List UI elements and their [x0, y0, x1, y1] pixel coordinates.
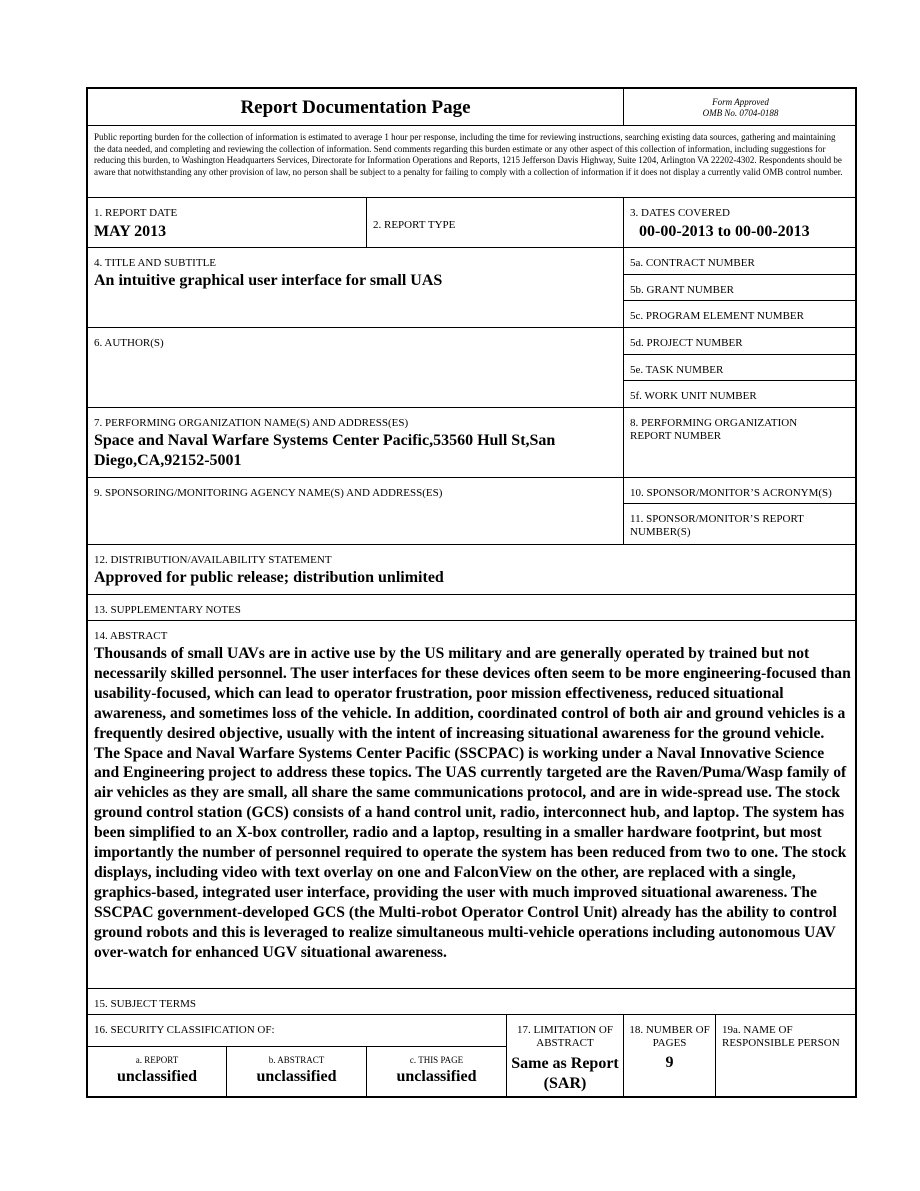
title-subtitle-label: 4. TITLE AND SUBTITLE	[94, 257, 217, 269]
pages-value: 9	[665, 1054, 674, 1071]
title-subtitle-cell	[94, 257, 614, 291]
responsible-person-label: 19a. NAME OF RESPONSIBLE PERSON	[722, 1024, 840, 1049]
page-class-value: unclassified	[396, 1068, 477, 1085]
report-date-cell	[94, 207, 364, 242]
abstract-class-label: b. ABSTRACT	[268, 1055, 325, 1065]
pages-label: 18. NUMBER OF PAGES	[629, 1024, 710, 1049]
sponsor-report-number-label: 11. SPONSOR/MONITOR’S REPORT NUMBER(S)	[630, 513, 804, 538]
report-class-cell	[88, 1055, 226, 1087]
performing-org-cell	[94, 417, 614, 471]
omb-number: OMB No. 0704-0188	[702, 108, 779, 118]
report-date-value: MAY 2013	[94, 223, 167, 240]
report-class-value: unclassified	[116, 1068, 197, 1085]
distribution-value: Approved for public release; distribution unlimited	[94, 569, 444, 586]
sponsor-acronym-label: 10. SPONSOR/MONITOR’S ACRONYM(S)	[630, 487, 832, 499]
grant-number-label: 5b. GRANT NUMBER	[630, 284, 735, 296]
contract-number-label: 5a. CONTRACT NUMBER	[630, 257, 755, 269]
authors-label: 6. AUTHOR(S)	[94, 337, 164, 349]
dates-covered-value: 00-00-2013 to 00-00-2013	[639, 223, 810, 240]
project-number-label: 5d. PROJECT NUMBER	[630, 337, 743, 349]
form-approved-label: Form Approved	[712, 97, 769, 107]
task-number-label: 5e. TASK NUMBER	[630, 364, 724, 376]
dates-covered-cell	[630, 207, 855, 242]
subject-terms-label: 15. SUBJECT TERMS	[94, 998, 196, 1010]
performing-org-label: 7. PERFORMING ORGANIZATION NAME(S) AND ADDRESS(ES)	[94, 417, 409, 429]
report-type-label: 2. REPORT TYPE	[373, 219, 456, 231]
report-class-label: a. REPORT	[135, 1055, 179, 1065]
omb-block	[624, 97, 857, 119]
page-class-cell	[367, 1055, 506, 1087]
performing-org-value: Space and Naval Warfare Systems Center Pacific,53560 Hull St,San Diego,CA,92152-5001	[94, 432, 556, 469]
abstract-text: Thousands of small UAVs are in active use by the US military and are generally operated by trained but not necessarily skilled personnel. The user interfaces for these devices often seem to be more engineering-focused than usability-focused, which can lead to operator frustration, poor mission effectiveness, reduced situational awareness, and sometimes loss of the vehicle. In addition, coordinated control of both air and ground vehicles is a frequently desired objective, usually with the intent of increasing situational awareness for the ground vehicle. The Space and Naval Warfare Systems Center Pacific (SSCPAC) is working under a Naval Innovative Science and Engineering project to address these topics. The UAS currently targeted are the Raven/Puma/Wasp family of air vehicles as they are small, all share the same communications protocol, and are in wide-spread use. The stock ground control station (GCS) consists of a hand control unit, radio, interconnect hub, and laptop. The system has been simplified to an X-box controller, radio and a laptop, resulting in a smaller hardware footprint, but most importantly the number of personnel required to operate the system has been reduced from two to one. The stock displays, including video with text overlay on one and FalconView on the other, are replaced with a single, graphics-based, integrated user interface, providing the user with much improved situational awareness. The SSCPAC government-developed GCS (the Multi-robot Operator Control Unit) already has the ability to control ground robots and this is leveraged to realize simultaneous multi-vehicle operations including autonomous UAV over-watch for enhanced UGV situational awareness.	[94, 645, 851, 961]
work-unit-label: 5f. WORK UNIT NUMBER	[630, 390, 757, 402]
burden-statement: Public reporting burden for the collection of information is estimated to average 1 hour per response, including the time for reviewing instructions, searching existing data sources, gathering and maintaining the data needed, and completing and reviewing the collection of information. Send comments regarding this burden estimate or any other aspect of this collection of information, including suggestions for reducing this burden, to Washington Headquarters Services, Directorate for Information Operations and Reports, 1215 Jefferson Davis Highway, Suite 1204, Arlington VA 22202-4302. Respondents should be aware that notwithstanding any other provision of law, no person shall be subject to a penalty for failing to comply with a collection of information if it does not display a currently valid OMB control number.	[94, 132, 843, 177]
abstract-class-value: unclassified	[256, 1068, 337, 1085]
abstract-label: 14. ABSTRACT	[94, 630, 168, 642]
report-date-label: 1. REPORT DATE	[94, 207, 178, 219]
performing-report-number-label: 8. PERFORMING ORGANIZATION REPORT NUMBER	[630, 417, 798, 442]
limitation-cell	[507, 1024, 623, 1094]
abstract-cell	[94, 630, 852, 963]
sponsoring-agency-label: 9. SPONSORING/MONITORING AGENCY NAME(S) AND ADDRESS(ES)	[94, 487, 443, 499]
abstract-class-cell	[227, 1055, 366, 1087]
page-class-label: c. THIS PAGE	[409, 1055, 464, 1065]
program-element-label: 5c. PROGRAM ELEMENT NUMBER	[630, 310, 804, 322]
dates-covered-label: 3. DATES COVERED	[630, 207, 730, 219]
security-classification-label: 16. SECURITY CLASSIFICATION OF:	[94, 1024, 275, 1036]
limitation-label: 17. LIMITATION OF ABSTRACT	[517, 1024, 613, 1049]
title-subtitle-value: An intuitive graphical user interface for small UAS	[94, 272, 443, 289]
supplementary-notes-label: 13. SUPPLEMENTARY NOTES	[94, 604, 241, 616]
limitation-value: Same as Report (SAR)	[511, 1055, 619, 1092]
pages-cell	[624, 1024, 715, 1073]
page-title: Report Documentation Page	[240, 97, 471, 118]
report-documentation-form	[86, 87, 857, 1098]
distribution-cell	[94, 554, 844, 588]
distribution-label: 12. DISTRIBUTION/AVAILABILITY STATEMENT	[94, 554, 332, 566]
